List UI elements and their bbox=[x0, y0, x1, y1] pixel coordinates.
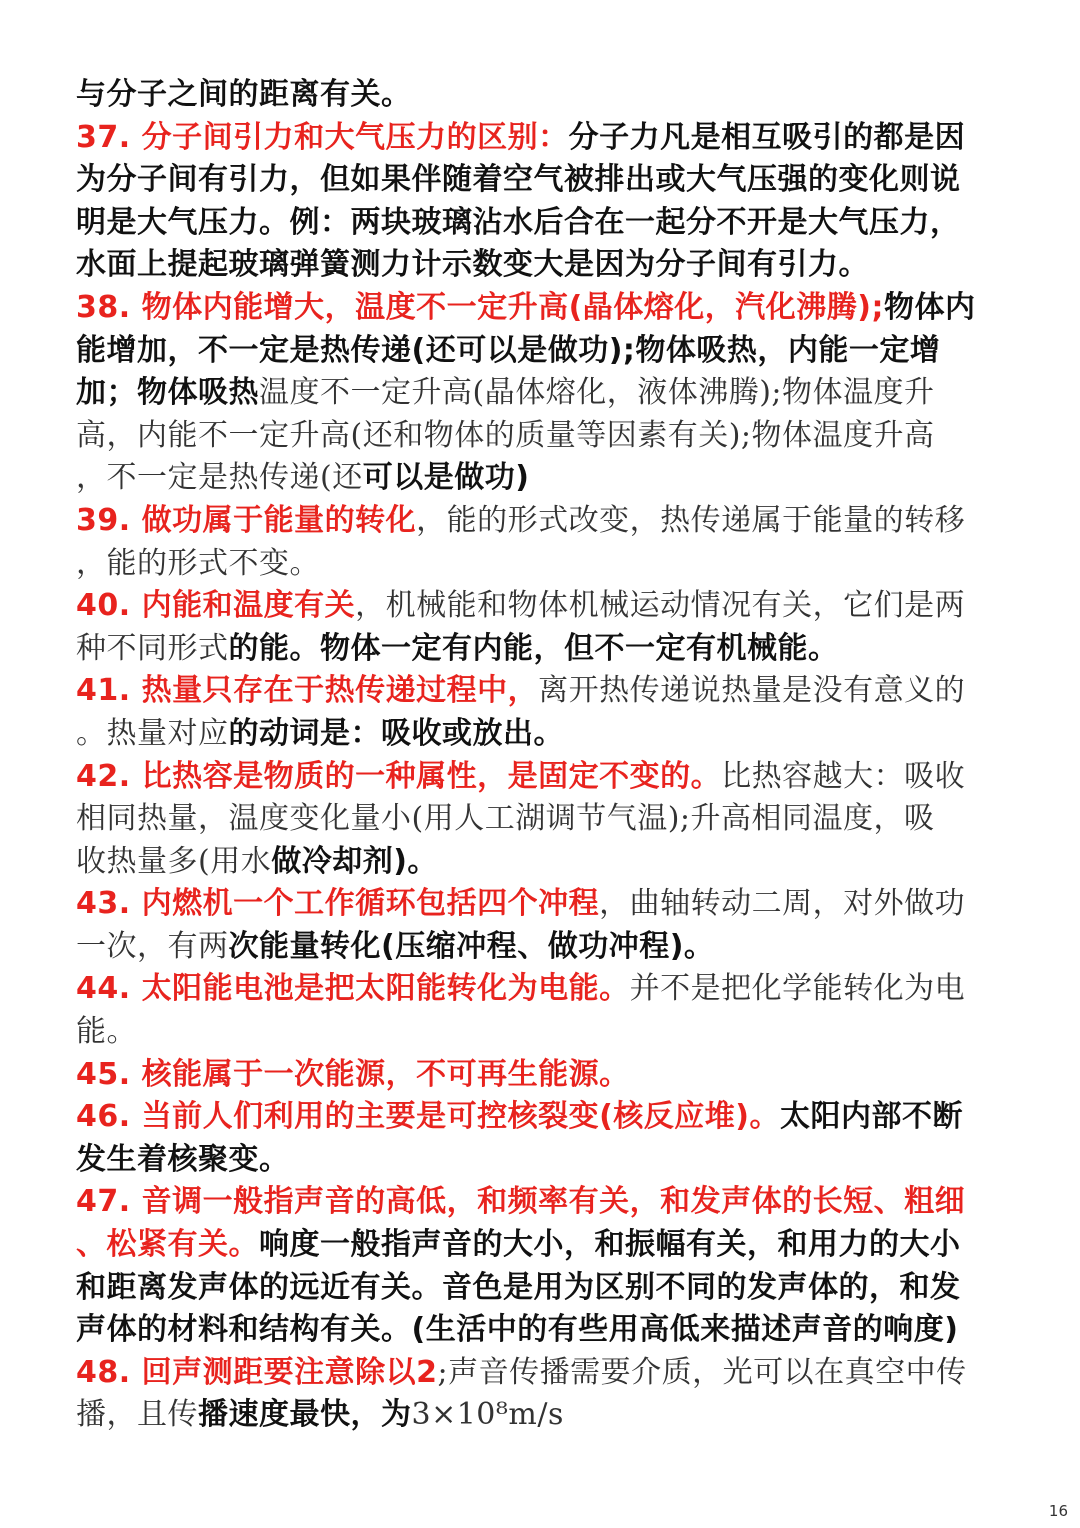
body-text: 的动词是：吸收或放出。 bbox=[228, 715, 564, 751]
body-text: 能增加，不一定是热传递(还可以是做功);物体吸热，内能一定增 bbox=[76, 332, 941, 368]
text-line bbox=[76, 1267, 1011, 1310]
text-line bbox=[76, 244, 1011, 287]
body-text: 太阳内部不断 bbox=[780, 1099, 964, 1135]
highlight-text: 48. 回声测距要注意除以2 bbox=[76, 1354, 438, 1390]
body-text: 播，且传 bbox=[76, 1397, 198, 1433]
highlight-text: 46. 当前人们利用的主要是可控核裂变(核反应堆)。 bbox=[76, 1099, 781, 1135]
highlight-text: 41. 热量只存在于热传递过程中， bbox=[76, 673, 539, 709]
text-line bbox=[76, 628, 1011, 671]
highlight-text: 44. 太阳能电池是把太阳能转化为电能。 bbox=[76, 971, 630, 1007]
highlight-text: 38. 物体内能增大，温度不一定升高(晶体熔化，汽化沸腾); bbox=[76, 289, 885, 325]
body-text: ，机械能和物体机械运动情况有关，它们是两 bbox=[355, 588, 966, 624]
text-line bbox=[76, 670, 1011, 713]
text-line bbox=[76, 1096, 1011, 1139]
body-text: ，曲轴转动二周，对外做功 bbox=[599, 886, 966, 922]
text-line bbox=[76, 330, 1011, 373]
body-text: 次能量转化(压缩冲程、做功冲程)。 bbox=[228, 928, 715, 964]
text-line bbox=[76, 841, 1011, 884]
text-line bbox=[76, 926, 1011, 969]
text-line bbox=[76, 1224, 1011, 1267]
highlight-text: 47. 音调一般指声音的高低，和频率有关，和发声体的长短、粗细 bbox=[76, 1184, 966, 1220]
body-text: 收热量多(用水 bbox=[76, 843, 272, 879]
text-line bbox=[76, 756, 1011, 799]
body-text: 3×10⁸m/s bbox=[411, 1397, 564, 1433]
body-text: 的能。物体一定有内能，但不一定有机械能。 bbox=[228, 630, 839, 666]
body-text: 做冷却剂)。 bbox=[271, 843, 438, 879]
text-line bbox=[76, 415, 1011, 458]
body-text: 可以是做功) bbox=[362, 460, 530, 496]
text-line bbox=[76, 883, 1011, 926]
text-line bbox=[76, 1352, 1011, 1395]
text-line bbox=[76, 543, 1011, 586]
body-text: 。热量对应 bbox=[76, 715, 229, 751]
text-line bbox=[76, 1054, 1011, 1097]
body-text: 一次，有两 bbox=[76, 928, 229, 964]
body-text: ;声音传播需要介质，光可以在真空中传 bbox=[437, 1354, 967, 1390]
body-text: 分子力凡是相互吸引的都是因 bbox=[568, 119, 966, 155]
page-number: 16 bbox=[1048, 1502, 1068, 1520]
highlight-text: 43. 内燃机一个工作循环包括四个冲程 bbox=[76, 886, 600, 922]
text-line bbox=[76, 74, 1011, 117]
highlight-text: 40. 内能和温度有关 bbox=[76, 588, 356, 624]
text-line bbox=[76, 1394, 1011, 1437]
body-text: 加；物体吸热 bbox=[76, 375, 259, 411]
body-text: 种不同形式 bbox=[76, 630, 229, 666]
body-text: 比热容越大：吸收 bbox=[721, 758, 966, 794]
text-line bbox=[76, 1181, 1011, 1224]
text-line bbox=[76, 287, 1011, 330]
body-text: 温度不一定升高(晶体熔化，液体沸腾);物体温度升 bbox=[259, 375, 935, 411]
body-text: 能。 bbox=[76, 1014, 137, 1050]
body-text: 发生着核聚变。 bbox=[76, 1141, 290, 1177]
text-line bbox=[76, 1139, 1011, 1182]
text-line bbox=[76, 457, 1011, 500]
highlight-text: 、松紧有关。 bbox=[76, 1227, 259, 1263]
body-text: 高，内能不一定升高(还和物体的质量等因素有关);物体温度升高 bbox=[76, 417, 935, 453]
text-line bbox=[76, 117, 1011, 160]
text-line bbox=[76, 1011, 1011, 1054]
text-line bbox=[76, 500, 1011, 543]
highlight-text: 39. 做功属于能量的转化 bbox=[76, 502, 417, 538]
highlight-text: 37. 分子间引力和大气压力的区别： bbox=[76, 119, 569, 155]
body-text: ，不一定是热传递(还 bbox=[76, 460, 363, 496]
body-text: ，能的形式不变。 bbox=[76, 545, 320, 581]
body-text: 和距离发声体的远近有关。音色是用为区别不同的发声体的，和发 bbox=[76, 1269, 961, 1305]
text-line bbox=[76, 713, 1011, 756]
text-line bbox=[76, 159, 1011, 202]
text-line bbox=[76, 372, 1011, 415]
text-line bbox=[76, 798, 1011, 841]
text-line bbox=[76, 1309, 1011, 1352]
text-line bbox=[76, 202, 1011, 245]
body-text: 水面上提起玻璃弹簧测力计示数变大是因为分子间有引力。 bbox=[76, 247, 869, 283]
text-line bbox=[76, 968, 1011, 1011]
body-text: 并不是把化学能转化为电 bbox=[629, 971, 966, 1007]
highlight-text: 45. 核能属于一次能源，不可再生能源。 bbox=[76, 1056, 630, 1092]
body-text: 离开热传递说热量是没有意义的 bbox=[538, 673, 966, 709]
body-text: 播速度最快，为 bbox=[198, 1397, 412, 1433]
body-text: 响度一般指声音的大小，和振幅有关，和用力的大小 bbox=[259, 1227, 961, 1263]
body-text: 为分子间有引力，但如果伴随着空气被排出或大气压强的变化则说 bbox=[76, 162, 961, 198]
body-text: ，能的形式改变，热传递属于能量的转移 bbox=[416, 502, 966, 538]
highlight-text: 42. 比热容是物质的一种属性，是固定不变的。 bbox=[76, 758, 722, 794]
body-text: 相同热量，温度变化量小(用人工湖调节气温);升高相同温度，吸 bbox=[76, 801, 935, 837]
body-text: 物体内 bbox=[884, 289, 976, 325]
body-text: 与分子之间的距离有关。 bbox=[76, 77, 412, 112]
text-line bbox=[76, 585, 1011, 628]
document-body bbox=[76, 74, 1011, 1437]
body-text: 明是大气压力。例：两块玻璃沾水后合在一起分不开是大气压力， bbox=[76, 204, 961, 240]
body-text: 声体的材料和结构有关。(生活中的有些用高低来描述声音的响度) bbox=[76, 1312, 959, 1348]
